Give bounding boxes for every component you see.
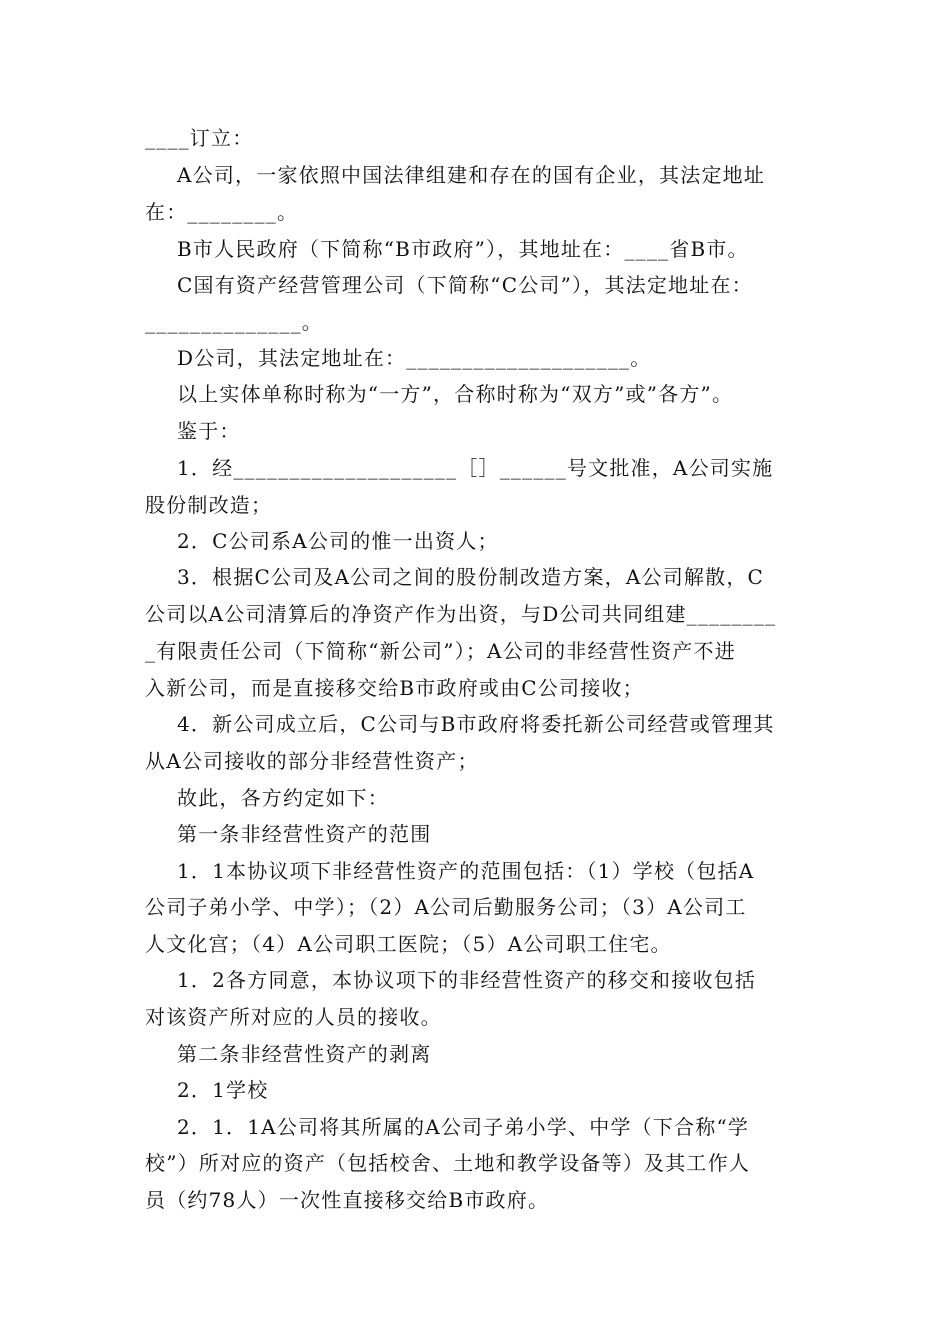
- whereas-heading: 鉴于：: [177, 419, 241, 443]
- contract-preamble-line: ____订立：: [145, 126, 254, 150]
- recital-4-line: 4．新公司成立后，C公司与B市政府将委托新公司经营或管理其: [177, 712, 775, 736]
- party-a-address-line: 在：________。: [145, 200, 299, 224]
- recital-1-line: 1．经____________________［］______号文批准，A公司实施: [177, 456, 774, 480]
- agreement-intro: 故此，各方约定如下：: [177, 786, 389, 810]
- clause-2-1-1-cont: 校”）所对应的资产（包括校舍、土地和教学设备等）及其工作人: [145, 1151, 751, 1175]
- clause-2-1-heading: 2．1学校: [177, 1078, 269, 1102]
- article-1-heading: 第一条非经营性资产的范围: [177, 822, 432, 846]
- recital-3-cont: _有限责任公司（下简称“新公司”）；A公司的非经营性资产不进: [145, 639, 736, 663]
- clause-2-1-1-cont: 员（约78人）一次性直接移交给B市政府。: [145, 1188, 550, 1212]
- article-2-heading: 第二条非经营性资产的剥离: [177, 1042, 432, 1066]
- party-c-address-line: ______________。: [145, 310, 323, 334]
- definitions-line: 以上实体单称时称为“一方”，合称时称为“双方”或”各方”。: [177, 382, 734, 406]
- recital-3-cont: 公司以A公司清算后的净资产作为出资，与D公司共同组建________: [145, 602, 777, 626]
- clause-1-1-line: 1．1本协议项下非经营性资产的范围包括：（1）学校（包括A: [177, 859, 755, 883]
- recital-1-cont: 股份制改造；: [145, 493, 273, 517]
- recital-2-line: 2．C公司系A公司的惟一出资人；: [177, 529, 499, 553]
- party-b-line: B市人民政府（下简称“B市政府”），其地址在：____省B市。: [177, 237, 749, 261]
- recital-4-cont: 从A公司接收的部分非经营性资产；: [145, 749, 479, 773]
- party-d-line: D公司，其法定地址在：____________________。: [177, 346, 652, 370]
- clause-1-2-cont: 对该资产所对应的人员的接收。: [145, 1005, 442, 1029]
- clause-1-1-cont: 人文化宫；（4）A公司职工医院；（5）A公司职工住宅。: [145, 932, 672, 956]
- clause-2-1-1-line: 2．1．1A公司将其所属的A公司子弟小学、中学（下合称“学: [177, 1115, 750, 1139]
- clause-1-1-cont: 公司子弟小学、中学）；（2）A公司后勤服务公司；（3）A公司工: [145, 895, 747, 919]
- party-a-line: A公司，一家依照中国法律组建和存在的国有企业，其法定地址: [177, 163, 766, 187]
- recital-3-line: 3．根据C公司及A公司之间的股份制改造方案，A公司解散，C: [177, 565, 765, 589]
- party-c-line: C国有资产经营管理公司（下简称“C公司”），其法定地址在：: [177, 273, 753, 297]
- clause-1-2-line: 1．2各方同意，本协议项下的非经营性资产的移交和接收包括: [177, 968, 757, 992]
- recital-3-cont: 入新公司，而是直接移交给B市政府或由C公司接收；: [145, 676, 644, 700]
